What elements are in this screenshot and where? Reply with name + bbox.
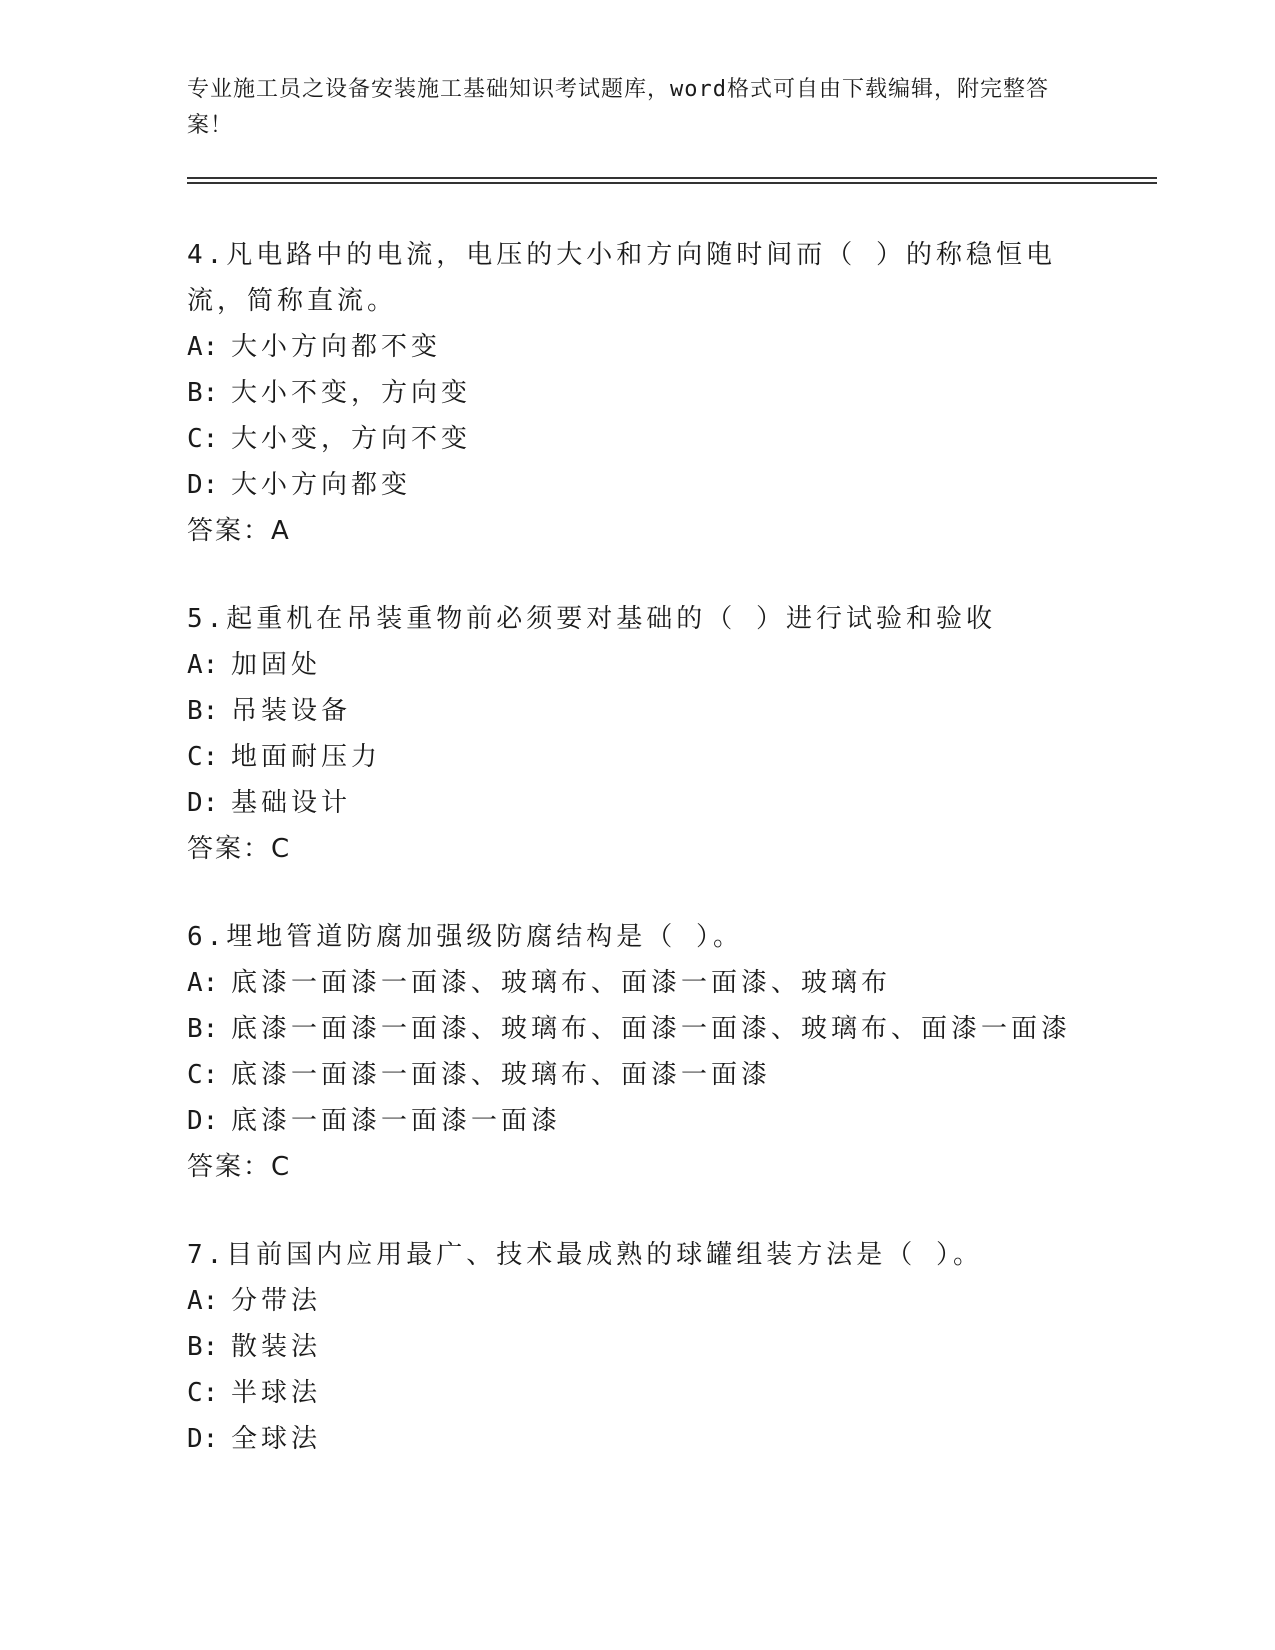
option-text: 底漆一面漆一面漆、玻璃布、面漆一面漆、玻璃布 [231, 968, 892, 998]
option-text: 大小变，方向不变 [231, 424, 472, 454]
option-key: D: [187, 1106, 219, 1136]
option-key: C: [187, 742, 219, 772]
option-key: C: [187, 1060, 219, 1090]
option-text: 底漆一面漆一面漆、玻璃布、面漆一面漆、玻璃布、面漆一面漆 [231, 1014, 1072, 1044]
question-list [187, 232, 1087, 1504]
option-text: 吊装设备 [231, 696, 352, 726]
option-a [187, 324, 1087, 370]
option-b [187, 1006, 1087, 1052]
option-key: C: [187, 1378, 219, 1408]
document-header: 专业施工员之设备安装施工基础知识考试题库，word格式可自由下载编辑，附完整答案！ [187, 77, 1049, 138]
option-c [187, 1052, 1087, 1098]
option-text: 基础设计 [231, 788, 352, 818]
question-stem: 7.目前国内应用最广、技术最成熟的球罐组装方法是（ ）。 [187, 1240, 983, 1270]
option-a [187, 960, 1087, 1006]
option-key: D: [187, 1424, 219, 1454]
option-key: D: [187, 470, 219, 500]
option-key: B: [187, 378, 219, 408]
option-d [187, 1416, 1087, 1462]
question-item [187, 232, 1087, 554]
option-a [187, 1278, 1087, 1324]
header-divider-top [187, 177, 1157, 179]
option-key: B: [187, 696, 219, 726]
answer-label: 答案：C [187, 834, 292, 864]
option-text: 大小方向都变 [231, 470, 412, 500]
answer-label: 答案：C [187, 1152, 292, 1182]
option-text: 大小不变，方向变 [231, 378, 472, 408]
question-item [187, 1232, 1087, 1462]
option-text: 地面耐压力 [231, 742, 382, 772]
header-divider-bottom [187, 182, 1157, 184]
option-text: 底漆一面漆一面漆一面漆 [231, 1106, 562, 1136]
option-c [187, 416, 1087, 462]
option-key: A: [187, 332, 219, 362]
option-text: 大小方向都不变 [231, 332, 442, 362]
option-text: 半球法 [231, 1378, 322, 1408]
option-b [187, 688, 1087, 734]
option-b [187, 1324, 1087, 1370]
question-item [187, 596, 1087, 872]
option-d [187, 780, 1087, 826]
option-a [187, 642, 1087, 688]
option-text: 散装法 [231, 1332, 322, 1362]
option-key: B: [187, 1332, 219, 1362]
option-b [187, 370, 1087, 416]
option-key: A: [187, 968, 219, 998]
option-d [187, 1098, 1087, 1144]
option-text: 底漆一面漆一面漆、玻璃布、面漆一面漆 [231, 1060, 772, 1090]
question-item [187, 914, 1087, 1190]
option-c [187, 734, 1087, 780]
option-d [187, 462, 1087, 508]
question-stem: 4.凡电路中的电流，电压的大小和方向随时间而（ ）的称稳恒电流，简称直流。 [187, 240, 1056, 316]
question-stem: 6.埋地管道防腐加强级防腐结构是（ ）。 [187, 922, 743, 952]
option-key: A: [187, 650, 219, 680]
option-key: C: [187, 424, 219, 454]
question-stem: 5.起重机在吊装重物前必须要对基础的（ ）进行试验和验收 [187, 604, 996, 634]
answer-label: 答案：A [187, 516, 291, 546]
option-text: 分带法 [231, 1286, 322, 1316]
option-key: A: [187, 1286, 219, 1316]
option-key: B: [187, 1014, 219, 1044]
option-text: 加固处 [231, 650, 322, 680]
option-text: 全球法 [231, 1424, 322, 1454]
option-key: D: [187, 788, 219, 818]
option-c [187, 1370, 1087, 1416]
